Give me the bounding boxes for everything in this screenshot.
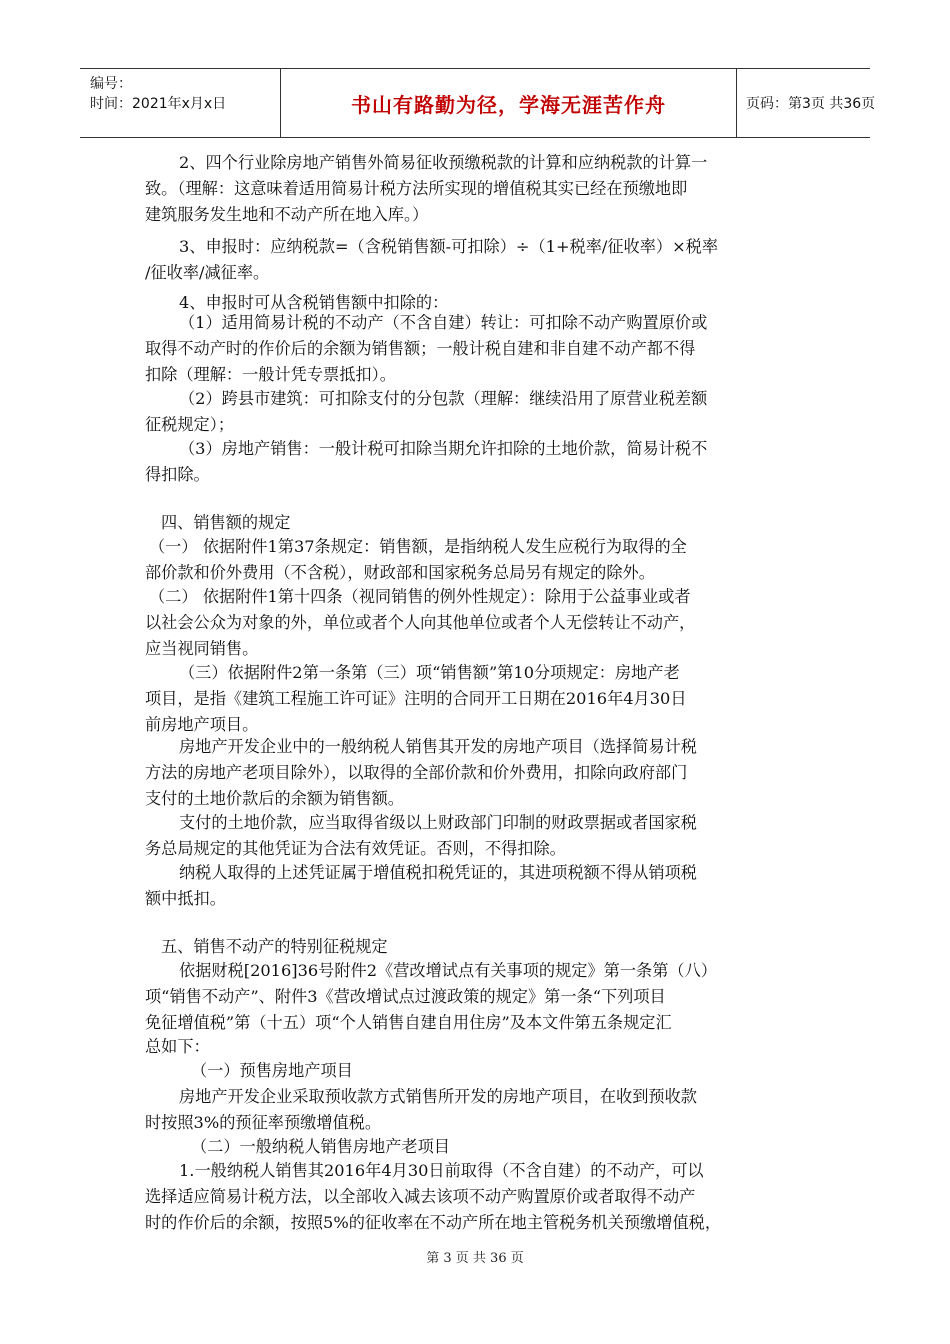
body-line: 2、四个行业除房地产销售外简易征收预缴税款的计算和应纳税款的计算一 bbox=[179, 153, 708, 172]
page-footer: 第 3 页 共 36 页 bbox=[426, 1251, 524, 1266]
body-line: 支付的土地价款后的余额为销售额。 bbox=[145, 789, 404, 808]
body-line: （1）适用简易计税的不动产（不含自建）转让：可扣除不动产购置原价或 bbox=[179, 313, 708, 332]
body-line: 选择适应简易计税方法，以全部收入减去该项不动产购置原价或者取得不动产 bbox=[145, 1187, 696, 1206]
document-number-label: 编号： bbox=[90, 76, 132, 92]
body-line: 项目，是指《建筑工程施工许可证》注明的合同开工日期在2016年4月30日 bbox=[145, 689, 687, 708]
body-line: 总如下： bbox=[145, 1037, 210, 1056]
body-line: 3、申报时：应纳税款=（含税销售额-可扣除）÷（1+税率/征收率）×税率 bbox=[179, 237, 719, 256]
body-line: 取得不动产时的作价后的余额为销售额；一般计税自建和非自建不动产都不得 bbox=[145, 339, 696, 358]
body-line: （2）跨县市建筑：可扣除支付的分包款（理解：继续沿用了原营业税差额 bbox=[179, 389, 708, 408]
body-line: 致。（理解：这意味着适用简易计税方法所实现的增值税其实已经在预缴地即 bbox=[145, 179, 688, 198]
body-line: 方法的房地产老项目除外），以取得的全部价款和价外费用，扣除向政府部门 bbox=[145, 763, 688, 782]
body-line: 纳税人取得的上述凭证属于增值税扣税凭证的，其进项税额不得从销项税 bbox=[179, 863, 697, 882]
body-line: 应当视同销售。 bbox=[145, 639, 259, 658]
section-heading: 四、销售额的规定 bbox=[161, 513, 291, 532]
section-heading: 五、销售不动产的特别征税规定 bbox=[161, 937, 388, 956]
body-line: 前房地产项目。 bbox=[145, 715, 259, 734]
body-line: 4、申报时可从含税销售额中扣除的： bbox=[179, 293, 449, 312]
body-line: （一） 依据附件1第37条规定：销售额，是指纳税人发生应税行为取得的全 bbox=[149, 537, 687, 556]
document-date-label: 时间：2021年x月x日 bbox=[90, 96, 227, 112]
body-line: 时的作价后的余额，按照5%的征收率在不动产所在地主管税务机关预缴增值税， bbox=[145, 1213, 722, 1232]
body-line: （二）一般纳税人销售房地产老项目 bbox=[191, 1137, 450, 1156]
header-page-cell bbox=[736, 69, 876, 137]
body-line: 依据财税[2016]36号附件2《营改增试点有关事项的规定》第一条第（八） bbox=[179, 961, 717, 980]
body-line: /征收率/减征率。 bbox=[145, 263, 270, 282]
body-line: 得扣除。 bbox=[145, 465, 210, 484]
body-line: （二） 依据附件1第十四条（视同销售的例外性规定）：除用于公益事业或者 bbox=[149, 587, 691, 606]
body-line: 务总局规定的其他凭证为合法有效凭证。否则，不得扣除。 bbox=[145, 839, 566, 858]
body-line: 免征增值税”第（十五）项“个人销售自建自用住房”及本文件第五条规定汇 bbox=[145, 1013, 672, 1032]
body-line: 房地产开发企业采取预收款方式销售所开发的房地产项目，在收到预收款 bbox=[179, 1087, 697, 1106]
body-line: （一）预售房地产项目 bbox=[191, 1061, 353, 1080]
body-line: 支付的土地价款，应当取得省级以上财政部门印制的财政票据或者国家税 bbox=[179, 813, 697, 832]
body-line: 部价款和价外费用（不含税），财政部和国家税务总局另有规定的除外。 bbox=[145, 563, 655, 582]
page-header bbox=[80, 68, 876, 138]
body-line: （3）房地产销售：一般计税可扣除当期允许扣除的土地价款，简易计税不 bbox=[179, 439, 708, 458]
body-line: （三）依据附件2第一条第（三）项“销售额”第10分项规定：房地产老 bbox=[179, 663, 680, 682]
header-motto-cell bbox=[280, 69, 737, 137]
body-line: 建筑服务发生地和不动产所在地入库。） bbox=[145, 205, 429, 224]
body-line: 房地产开发企业中的一般纳税人销售其开发的房地产项目（选择简易计税 bbox=[179, 737, 697, 756]
header-motto: 书山有路勤为径，学海无涯苦作舟 bbox=[351, 92, 666, 117]
body-line: 以社会公众为对象的外，单位或者个人向其他单位或者个人无偿转让不动产， bbox=[145, 613, 696, 632]
body-line: 项“销售不动产”、附件3《营改增试点过渡政策的规定》第一条“下列项目 bbox=[145, 987, 666, 1006]
header-page-label: 页码：第3页 共36页 bbox=[746, 96, 876, 112]
body-line: 额中抵扣。 bbox=[145, 889, 226, 908]
body-line: 征税规定）； bbox=[145, 415, 235, 434]
body-line: 时按照3%的预征率预缴增值税。 bbox=[145, 1113, 382, 1132]
body-line: 扣除（理解：一般计凭专票抵扣）。 bbox=[145, 365, 396, 384]
header-left-cell bbox=[80, 69, 280, 137]
body-line: 1.一般纳税人销售其2016年4月30日前取得（不含自建）的不动产，可以 bbox=[179, 1161, 704, 1180]
